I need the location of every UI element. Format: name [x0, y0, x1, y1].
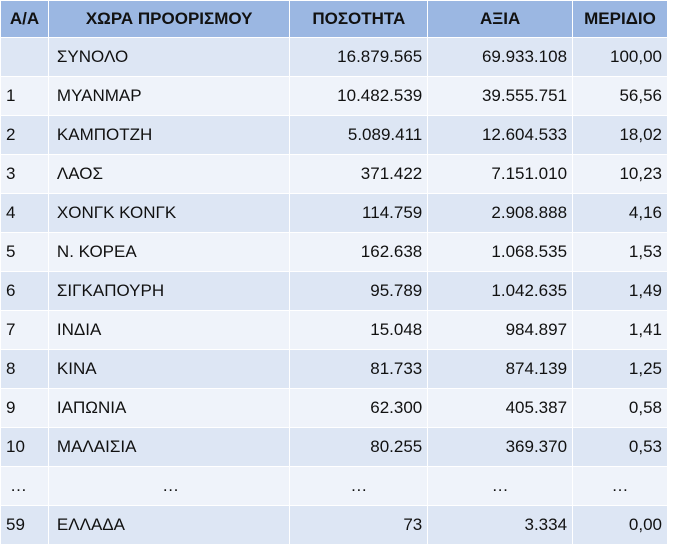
cell-value: 405.387 — [428, 389, 573, 428]
cell-share: 56,56 — [573, 77, 668, 116]
cell-country: ΣΥΝΟΛΟ — [48, 38, 289, 77]
cell-aa: 7 — [1, 311, 49, 350]
cell-aa: 3 — [1, 155, 49, 194]
table-row — [1, 506, 668, 545]
table-row — [1, 233, 668, 272]
cell-country: ΙΑΠΩΝΙΑ — [48, 389, 289, 428]
table-row — [1, 350, 668, 389]
cell-country: ΛΑΟΣ — [48, 155, 289, 194]
cell-share: 0,00 — [573, 506, 668, 545]
cell-share: 1,41 — [573, 311, 668, 350]
cell-country: ΕΛΛΑΔΑ — [48, 506, 289, 545]
table-row — [1, 272, 668, 311]
cell-quantity: 162.638 — [290, 233, 428, 272]
cell-aa: 9 — [1, 389, 49, 428]
cell-value: 3.334 — [428, 506, 573, 545]
cell-value: 1.068.535 — [428, 233, 573, 272]
cell-value: 1.042.635 — [428, 272, 573, 311]
cell-country: ΙΝΔΙΑ — [48, 311, 289, 350]
cell-country: Ν. ΚΟΡΕΑ — [48, 233, 289, 272]
cell-aa: 4 — [1, 194, 49, 233]
cell-quantity: 95.789 — [290, 272, 428, 311]
cell-quantity: 5.089.411 — [290, 116, 428, 155]
cell-aa: 10 — [1, 428, 49, 467]
cell-value: 2.908.888 — [428, 194, 573, 233]
table-row — [1, 467, 668, 506]
table-row — [1, 311, 668, 350]
header-share: ΜΕΡΙΔΙΟ — [573, 1, 668, 38]
cell-quantity: 16.879.565 — [290, 38, 428, 77]
table-row — [1, 428, 668, 467]
cell-aa: 1 — [1, 77, 49, 116]
cell-quantity: 10.482.539 — [290, 77, 428, 116]
table-row — [1, 155, 668, 194]
cell-aa — [1, 38, 49, 77]
cell-value: 7.151.010 — [428, 155, 573, 194]
table-row — [1, 38, 668, 77]
table-row — [1, 389, 668, 428]
cell-share: 18,02 — [573, 116, 668, 155]
cell-share: 4,16 — [573, 194, 668, 233]
cell-country: ΣΙΓΚΑΠΟΥΡΗ — [48, 272, 289, 311]
cell-share: 10,23 — [573, 155, 668, 194]
cell-share: 100,00 — [573, 38, 668, 77]
header-value: ΑΞΙΑ — [428, 1, 573, 38]
cell-country: … — [48, 467, 289, 506]
cell-share: … — [573, 467, 668, 506]
cell-value: 369.370 — [428, 428, 573, 467]
table-row — [1, 116, 668, 155]
cell-quantity: 15.048 — [290, 311, 428, 350]
cell-aa: … — [1, 467, 49, 506]
cell-value: 39.555.751 — [428, 77, 573, 116]
cell-share: 1,49 — [573, 272, 668, 311]
cell-country: ΜΥΑΝΜΑΡ — [48, 77, 289, 116]
table-row — [1, 194, 668, 233]
header-quantity: ΠΟΣΟΤΗΤΑ — [290, 1, 428, 38]
cell-value: 874.139 — [428, 350, 573, 389]
cell-aa: 2 — [1, 116, 49, 155]
table-row — [1, 77, 668, 116]
header-row — [1, 1, 668, 38]
cell-aa: 59 — [1, 506, 49, 545]
cell-share: 0,53 — [573, 428, 668, 467]
cell-aa: 5 — [1, 233, 49, 272]
cell-country: ΚΑΜΠΟΤΖΗ — [48, 116, 289, 155]
table-body — [1, 38, 668, 545]
cell-value: 984.897 — [428, 311, 573, 350]
header-country: ΧΩΡΑ ΠΡΟΟΡΙΣΜΟΥ — [48, 1, 289, 38]
cell-quantity: 62.300 — [290, 389, 428, 428]
cell-value: 69.933.108 — [428, 38, 573, 77]
cell-quantity: 81.733 — [290, 350, 428, 389]
cell-value: … — [428, 467, 573, 506]
cell-country: ΚΙΝΑ — [48, 350, 289, 389]
cell-quantity: 73 — [290, 506, 428, 545]
cell-aa: 6 — [1, 272, 49, 311]
cell-value: 12.604.533 — [428, 116, 573, 155]
cell-quantity: 114.759 — [290, 194, 428, 233]
cell-quantity: … — [290, 467, 428, 506]
header-aa: Α/Α — [1, 1, 49, 38]
cell-share: 0,58 — [573, 389, 668, 428]
cell-share: 1,53 — [573, 233, 668, 272]
cell-quantity: 371.422 — [290, 155, 428, 194]
cell-country: ΜΑΛΑΙΣΙΑ — [48, 428, 289, 467]
cell-share: 1,25 — [573, 350, 668, 389]
cell-quantity: 80.255 — [290, 428, 428, 467]
cell-aa: 8 — [1, 350, 49, 389]
cell-country: ΧΟΝΓΚ ΚΟΝΓΚ — [48, 194, 289, 233]
